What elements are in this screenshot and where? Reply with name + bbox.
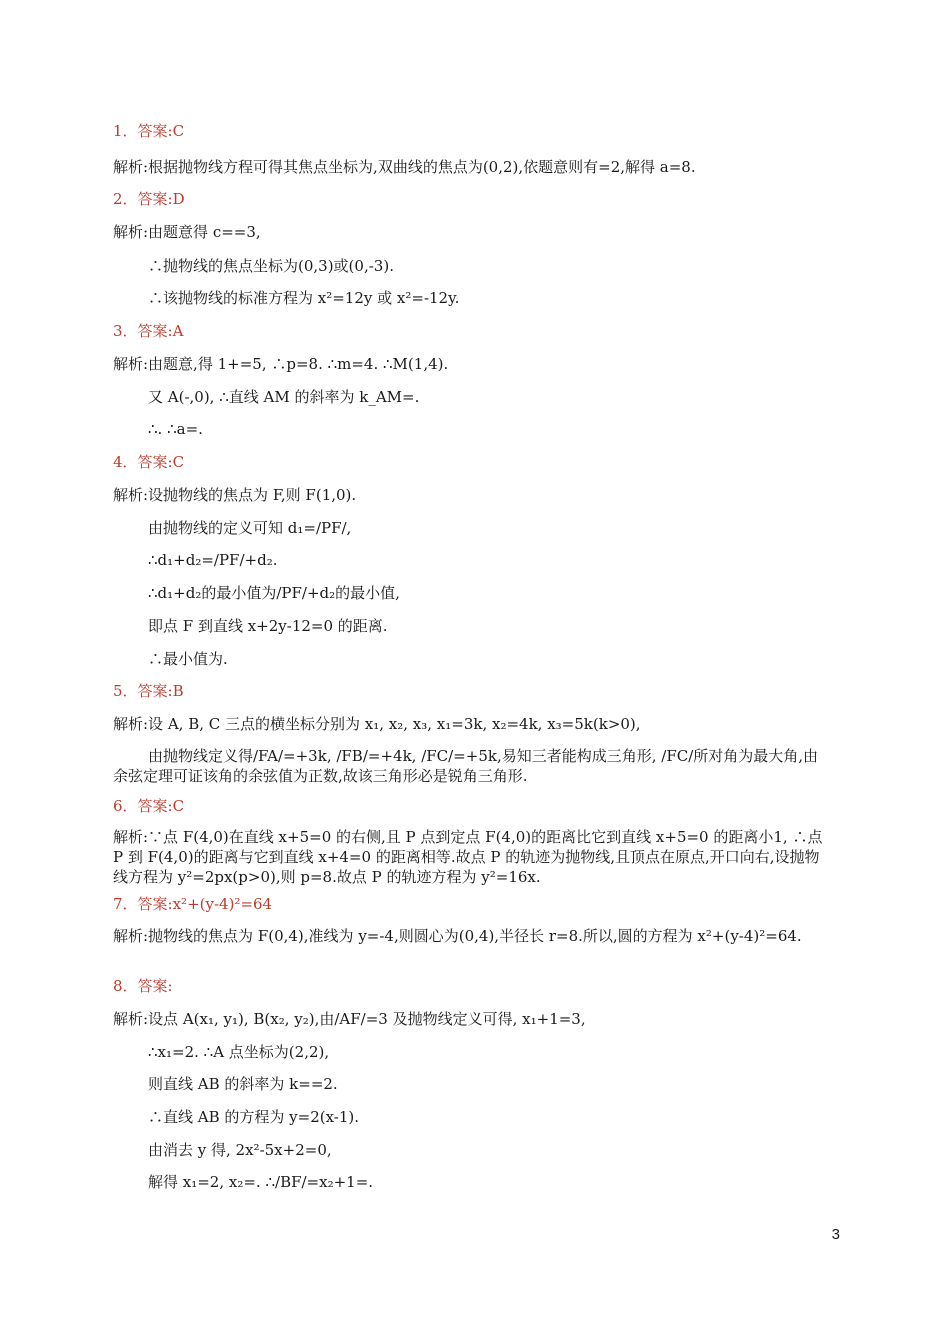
q8-step: 则直线 AB 的斜率为 k==2.	[148, 1075, 338, 1093]
q4-solution: 解析:设抛物线的焦点为 F,则 F(1,0).	[113, 486, 357, 504]
q8-step: 解得 x₁=2, x₂=. ∴/BF/=x₂+1=.	[148, 1173, 374, 1191]
q7-solution: 解析:抛物线的焦点为 F(0,4),准线为 y=-4,则圆心为(0,4),半径长 r=8.所以,圆的方程为 x²+(y-4)²=64.	[113, 927, 802, 945]
q4-step: 由抛物线的定义可知 d₁=/PF/,	[148, 519, 352, 537]
q3-solution: 解析:由题意,得 1+=5, ∴p=8. ∴m=4. ∴M(1,4).	[113, 355, 449, 373]
q2-solution: 解析:由题意得 c==3,	[113, 223, 261, 241]
q5-answer: 5．答案:B	[113, 682, 184, 700]
page-number: 3	[831, 1226, 840, 1243]
q5-step: 由抛物线定义得/FA/=+3k, /FB/=+4k, /FC/=+5k,易知三者能构成三角形, /FC/所对角为最大角,由余弦定理可证该角的余弦值为正数,故该三角形必是锐角三角形.	[113, 747, 819, 785]
q3-step: 又 A(-,0), ∴直线 AM 的斜率为 k_AM=.	[148, 388, 420, 406]
q4-step: 即点 F 到直线 x+2y-12=0 的距离.	[148, 617, 388, 635]
q8-step: ∴直线 AB 的方程为 y=2(x-1).	[148, 1108, 360, 1126]
q3-answer: 3．答案:A	[113, 322, 184, 340]
q4-answer: 4．答案:C	[113, 453, 185, 471]
q7-answer: 7．答案:x²+(y-4)²=64	[113, 895, 273, 913]
q1-solution: 解析:根据抛物线方程可得其焦点坐标为,双曲线的焦点为(0,2),依题意则有=2,解得 a=8.	[113, 158, 696, 176]
q4-step: ∴d₁+d₂的最小值为/PF/+d₂的最小值,	[148, 584, 400, 602]
q5-solution: 解析:设 A, B, C 三点的横坐标分别为 x₁, x₂, x₃, x₁=3k, x₂=4k, x₃=5k(k>0),	[113, 715, 641, 733]
q2-step: ∴该抛物线的标准方程为 x²=12y 或 x²=-12y.	[148, 289, 460, 307]
q8-answer: 8．答案:	[113, 977, 173, 995]
q1-answer: 1．答案:C	[113, 122, 185, 140]
q2-answer: 2．答案:D	[113, 190, 185, 208]
q8-solution: 解析:设点 A(x₁, y₁), B(x₂, y₂),由/AF/=3 及抛物线定义可得, x₁+1=3,	[113, 1010, 586, 1028]
q2-step: ∴抛物线的焦点坐标为(0,3)或(0,-3).	[148, 257, 394, 275]
q6-answer: 6．答案:C	[113, 797, 185, 815]
q4-step: ∴d₁+d₂=/PF/+d₂.	[148, 551, 278, 569]
q6-solution: 解析:∵点 F(4,0)在直线 x+5=0 的右侧,且 P 点到定点 F(4,0)的距离比它到直线 x+5=0 的距离小1, ∴点 P 到 F(4,0)的距离与它到直线 x+4=0 的距离相等.故点 P 的轨迹为抛物线,且顶点在原点,开口向右,设抛物线方程为 y²=2px(p>0),则 p=8.故点 P 的轨迹方程为 y²=16x.	[113, 828, 823, 886]
q4-step: ∴最小值为.	[148, 650, 228, 668]
q8-step: 由消去 y 得, 2x²-5x+2=0,	[148, 1141, 332, 1159]
q3-step: ∴. ∴a=.	[148, 420, 203, 438]
q8-step: ∴x₁=2. ∴A 点坐标为(2,2),	[148, 1043, 330, 1061]
